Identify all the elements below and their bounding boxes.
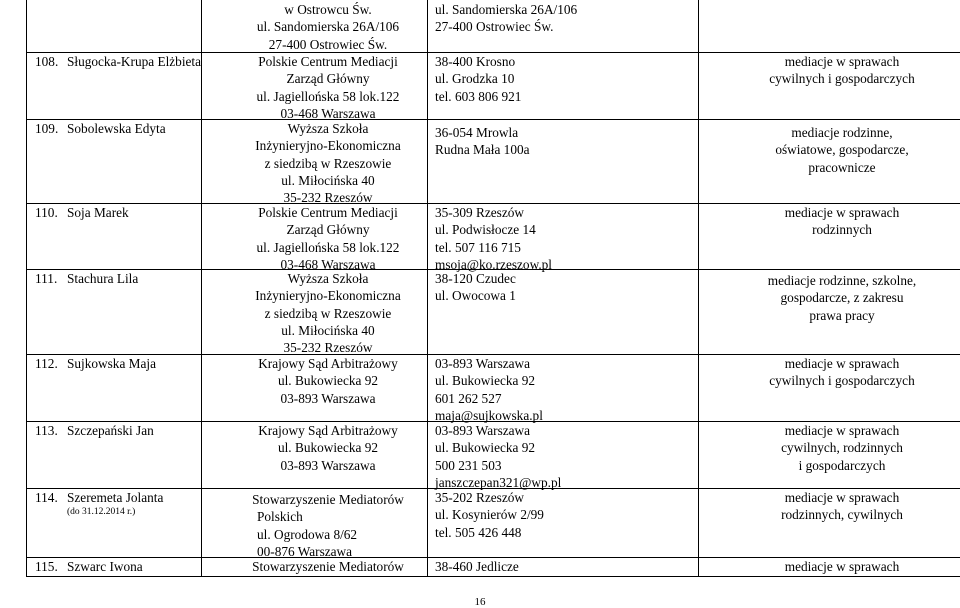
institution-cell: Stowarzyszenie Mediatorów (252, 559, 404, 574)
page-number: 16 (474, 596, 486, 608)
row-number: 108. (35, 54, 59, 69)
address-cell: 36-054 Mrowla Rudna Mała 100a (435, 125, 530, 158)
specialization-cell: mediacje w sprawach rodzinnych, cywilnych (781, 490, 903, 523)
mediator-name: Szczepański Jan (67, 423, 154, 438)
institution-cell: Polskie Centrum Mediacji Zarząd Główny ul. Jagiellońska 58 lok.122 03-468 Warszawa (256, 205, 400, 272)
institution-cell: Wyższa Szkoła Inżynieryjno-Ekonomiczna z siedzibą w Rzeszowie ul. Miłocińska 40 35-232 Rzeszów (255, 121, 401, 206)
specialization-cell: mediacje w sprawach cywilnych, rodzinnych i gospodarczych (781, 423, 903, 473)
row-number: 111. (35, 271, 58, 286)
address-cell: 35-309 Rzeszów ul. Podwisłocze 14 tel. 507 116 715 msoja@ko.rzeszow.pl (435, 205, 552, 272)
row-number: 112. (35, 356, 58, 371)
specialization-cell: mediacje w sprawach (784, 559, 900, 574)
address-cell: 35-202 Rzeszów ul. Kosynierów 2/99 tel. 505 426 448 (435, 490, 544, 540)
institution-cell: w Ostrowcu Św. ul. Sandomierska 26A/106 27-400 Ostrowiec Św. (256, 2, 400, 52)
specialization-cell: mediacje rodzinne, oświatowe, gospodarcze, pracownicze (775, 125, 909, 175)
mediator-name: Szeremeta Jolanta (do 31.12.2014 r.) (67, 489, 232, 518)
column-divider (427, 0, 428, 576)
row-number: 113. (35, 423, 58, 438)
institution-cell: Krajowy Sąd Arbitrażowy ul. Bukowiecka 92 03-893 Warszawa (258, 423, 398, 473)
institution-cell: Stowarzyszenie Mediatorów Polskich ul. Ogrodowa 8/62 00-876 Warszawa (252, 492, 404, 559)
row-number: 115. (35, 559, 58, 574)
specialization-cell: mediacje w sprawach cywilnych i gospodarczych (769, 356, 915, 389)
specialization-cell: mediacje w sprawach cywilnych i gospodarczych (769, 54, 915, 87)
column-divider (698, 0, 699, 576)
address-cell: ul. Sandomierska 26A/106 27-400 Ostrowiec Św. (435, 2, 578, 35)
row-number: 114. (35, 490, 58, 505)
mediators-table (26, 0, 960, 577)
address-cell: 03-893 Warszawa ul. Bukowiecka 92 500 231 503 janszczepan321@wp.pl (435, 423, 562, 490)
mediator-name: Sujkowska Maja (67, 356, 157, 371)
specialization-cell: mediacje w sprawach rodzinnych (784, 205, 900, 238)
institution-cell: Krajowy Sąd Arbitrażowy ul. Bukowiecka 92 03-893 Warszawa (258, 356, 398, 406)
address-cell: 38-400 Krosno ul. Grodzka 10 tel. 603 806 921 (435, 54, 522, 104)
mediator-name: Stachura Lila (67, 271, 139, 286)
institution-cell: Polskie Centrum Mediacji Zarząd Główny ul. Jagiellońska 58 lok.122 03-468 Warszawa (256, 54, 400, 121)
mediator-name: Szwarc Iwona (67, 559, 143, 574)
specialization-cell: mediacje rodzinne, szkolne, gospodarcze, z zakresu prawa pracy (767, 273, 917, 323)
address-cell: 03-893 Warszawa ul. Bukowiecka 92 601 262 527 maja@sujkowska.pl (435, 356, 543, 423)
term-note: (do 31.12.2014 r.) (67, 507, 136, 518)
address-cell: 38-120 Czudec ul. Owocowa 1 (435, 271, 516, 304)
mediator-name: Sługocka-Krupa Elżbieta (67, 54, 202, 69)
mediator-name: Sobolewska Edyta (67, 121, 166, 136)
row-number: 109. (35, 121, 59, 136)
row-number: 110. (35, 205, 58, 220)
institution-cell: Wyższa Szkoła Inżynieryjno-Ekonomiczna z siedzibą w Rzeszowie ul. Miłocińska 40 35-232 Rzeszów (255, 271, 401, 356)
mediator-name: Soja Marek (67, 205, 129, 220)
address-cell: 38-460 Jedlicze (435, 559, 519, 574)
